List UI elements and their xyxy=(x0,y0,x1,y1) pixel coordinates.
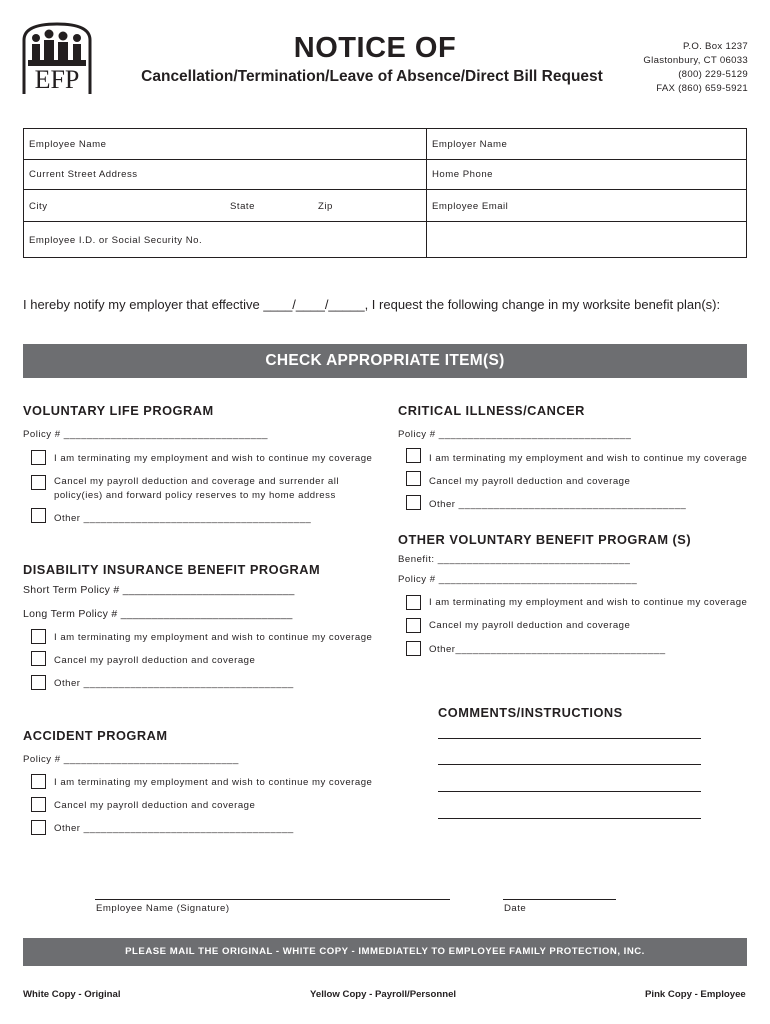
voluntary-life-cancel-checkbox[interactable] xyxy=(31,475,46,490)
row-divider xyxy=(24,189,746,190)
employee-name-field[interactable]: Employee Name xyxy=(29,139,107,150)
page-title: NOTICE OF xyxy=(293,32,457,64)
accident-other-field[interactable]: Other ____________________________________ xyxy=(54,823,294,834)
critical-illness-cancel-label: Cancel my payroll deduction and coverage xyxy=(429,476,631,487)
other-voluntary-continue-label: I am terminating my employment and wish to continue my coverage xyxy=(429,597,748,608)
accident-continue-checkbox[interactable] xyxy=(31,774,46,789)
critical-illness-policy-field[interactable]: Policy # _________________________________ xyxy=(398,429,632,440)
accident-continue-label: I am terminating my employment and wish to continue my coverage xyxy=(54,777,373,788)
employee-email-field[interactable]: Employee Email xyxy=(432,201,509,212)
employer-name-field[interactable]: Employer Name xyxy=(432,139,508,150)
comment-line[interactable] xyxy=(438,738,701,739)
disability-continue-label: I am terminating my employment and wish to continue my coverage xyxy=(54,632,373,643)
address-line: FAX (860) 659-5921 xyxy=(656,83,748,94)
critical-illness-other-checkbox[interactable] xyxy=(406,495,421,510)
other-voluntary-continue-checkbox[interactable] xyxy=(406,595,421,610)
other-voluntary-other-checkbox[interactable] xyxy=(406,641,421,656)
short-term-policy-field[interactable]: Short Term Policy # ____________________________ xyxy=(23,584,295,596)
row-divider xyxy=(24,221,746,222)
long-term-policy-field[interactable]: Long Term Policy # ____________________________ xyxy=(23,608,293,620)
critical-illness-continue-checkbox[interactable] xyxy=(406,448,421,463)
signature-line[interactable] xyxy=(95,899,450,900)
address-line: Glastonbury, CT 06033 xyxy=(643,55,748,66)
other-voluntary-other-field[interactable]: Other____________________________________ xyxy=(429,644,666,655)
voluntary-life-continue-label: I am terminating my employment and wish to continue my coverage xyxy=(54,453,373,464)
logo-text: EFP xyxy=(34,65,80,94)
address-line: P.O. Box 1237 xyxy=(682,41,748,52)
yellow-copy-label: Yellow Copy - Payroll/Personnel xyxy=(310,989,457,1000)
disability-continue-checkbox[interactable] xyxy=(31,629,46,644)
date-label: Date xyxy=(504,903,527,914)
other-voluntary-cancel-label: Cancel my payroll deduction and coverage xyxy=(429,620,631,631)
zip-field[interactable]: Zip xyxy=(318,201,333,212)
row-divider xyxy=(24,159,746,160)
voluntary-life-title: VOLUNTARY LIFE PROGRAM xyxy=(23,403,214,418)
accident-cancel-label: Cancel my payroll deduction and coverage xyxy=(54,800,256,811)
accident-title: ACCIDENT PROGRAM xyxy=(23,728,168,743)
disability-other-checkbox[interactable] xyxy=(31,675,46,690)
check-items-banner xyxy=(23,344,747,378)
comment-line[interactable] xyxy=(438,791,701,792)
voluntary-life-cancel-label: Cancel my payroll deduction and coverage and surrender all xyxy=(54,476,339,487)
pink-copy-label: Pink Copy - Employee xyxy=(645,989,746,1000)
mail-instructions-banner xyxy=(23,938,747,966)
voluntary-life-other-checkbox[interactable] xyxy=(31,508,46,523)
column-divider xyxy=(426,129,427,257)
disability-other-field[interactable]: Other ____________________________________ xyxy=(54,678,294,689)
voluntary-life-other-field[interactable]: Other _______________________________________ xyxy=(54,513,312,524)
company-address xyxy=(620,40,748,96)
street-address-field[interactable]: Current Street Address xyxy=(29,169,138,180)
home-phone-field[interactable]: Home Phone xyxy=(432,169,493,180)
critical-illness-continue-label: I am terminating my employment and wish to continue my coverage xyxy=(429,453,748,464)
disability-cancel-checkbox[interactable] xyxy=(31,651,46,666)
state-field[interactable]: State xyxy=(230,201,255,212)
voluntary-life-continue-checkbox[interactable] xyxy=(31,450,46,465)
other-voluntary-policy-field[interactable]: Policy # __________________________________ xyxy=(398,574,638,585)
effective-date-statement: I hereby notify my employer that effective ____/____/_____, I request the following change in my worksite benefit plan(s): xyxy=(23,297,721,312)
other-voluntary-cancel-checkbox[interactable] xyxy=(406,618,421,633)
other-voluntary-benefit-field[interactable]: Benefit: _________________________________ xyxy=(398,554,631,565)
critical-illness-cancel-checkbox[interactable] xyxy=(406,471,421,486)
efp-logo xyxy=(22,22,92,96)
city-field[interactable]: City xyxy=(29,201,48,212)
comments-title: COMMENTS/INSTRUCTIONS xyxy=(438,705,623,720)
address-line: (800) 229-5129 xyxy=(678,69,748,80)
date-line[interactable] xyxy=(503,899,616,900)
page-subtitle: Cancellation/Termination/Leave of Absence/Direct Bill Request xyxy=(141,68,603,85)
disability-title: DISABILITY INSURANCE BENEFIT PROGRAM xyxy=(23,562,321,577)
accident-other-checkbox[interactable] xyxy=(31,820,46,835)
check-items-banner-text: CHECK APPROPRIATE ITEM(S) xyxy=(265,352,505,369)
critical-illness-title: CRITICAL ILLNESS/CANCER xyxy=(398,403,585,418)
white-copy-label: White Copy - Original xyxy=(23,989,121,1000)
comment-line[interactable] xyxy=(438,764,701,765)
voluntary-life-cancel-label-2: policy(ies) and forward policy reserves to my home address xyxy=(54,490,336,501)
accident-cancel-checkbox[interactable] xyxy=(31,797,46,812)
employee-id-field[interactable]: Employee I.D. or Social Security No. xyxy=(29,235,203,246)
other-voluntary-title: OTHER VOLUNTARY BENEFIT PROGRAM (S) xyxy=(398,532,692,547)
employee-info-table xyxy=(23,128,747,258)
accident-policy-field[interactable]: Policy # ______________________________ xyxy=(23,754,239,765)
comment-line[interactable] xyxy=(438,818,701,819)
critical-illness-other-field[interactable]: Other _______________________________________ xyxy=(429,499,687,510)
disability-cancel-label: Cancel my payroll deduction and coverage xyxy=(54,655,256,666)
voluntary-life-policy-field[interactable]: Policy # ___________________________________ xyxy=(23,429,269,440)
mail-instructions-text: PLEASE MAIL THE ORIGINAL - WHITE COPY - IMMEDIATELY TO EMPLOYEE FAMILY PROTECTION, INC. xyxy=(125,946,645,957)
signature-label: Employee Name (Signature) xyxy=(96,903,230,914)
